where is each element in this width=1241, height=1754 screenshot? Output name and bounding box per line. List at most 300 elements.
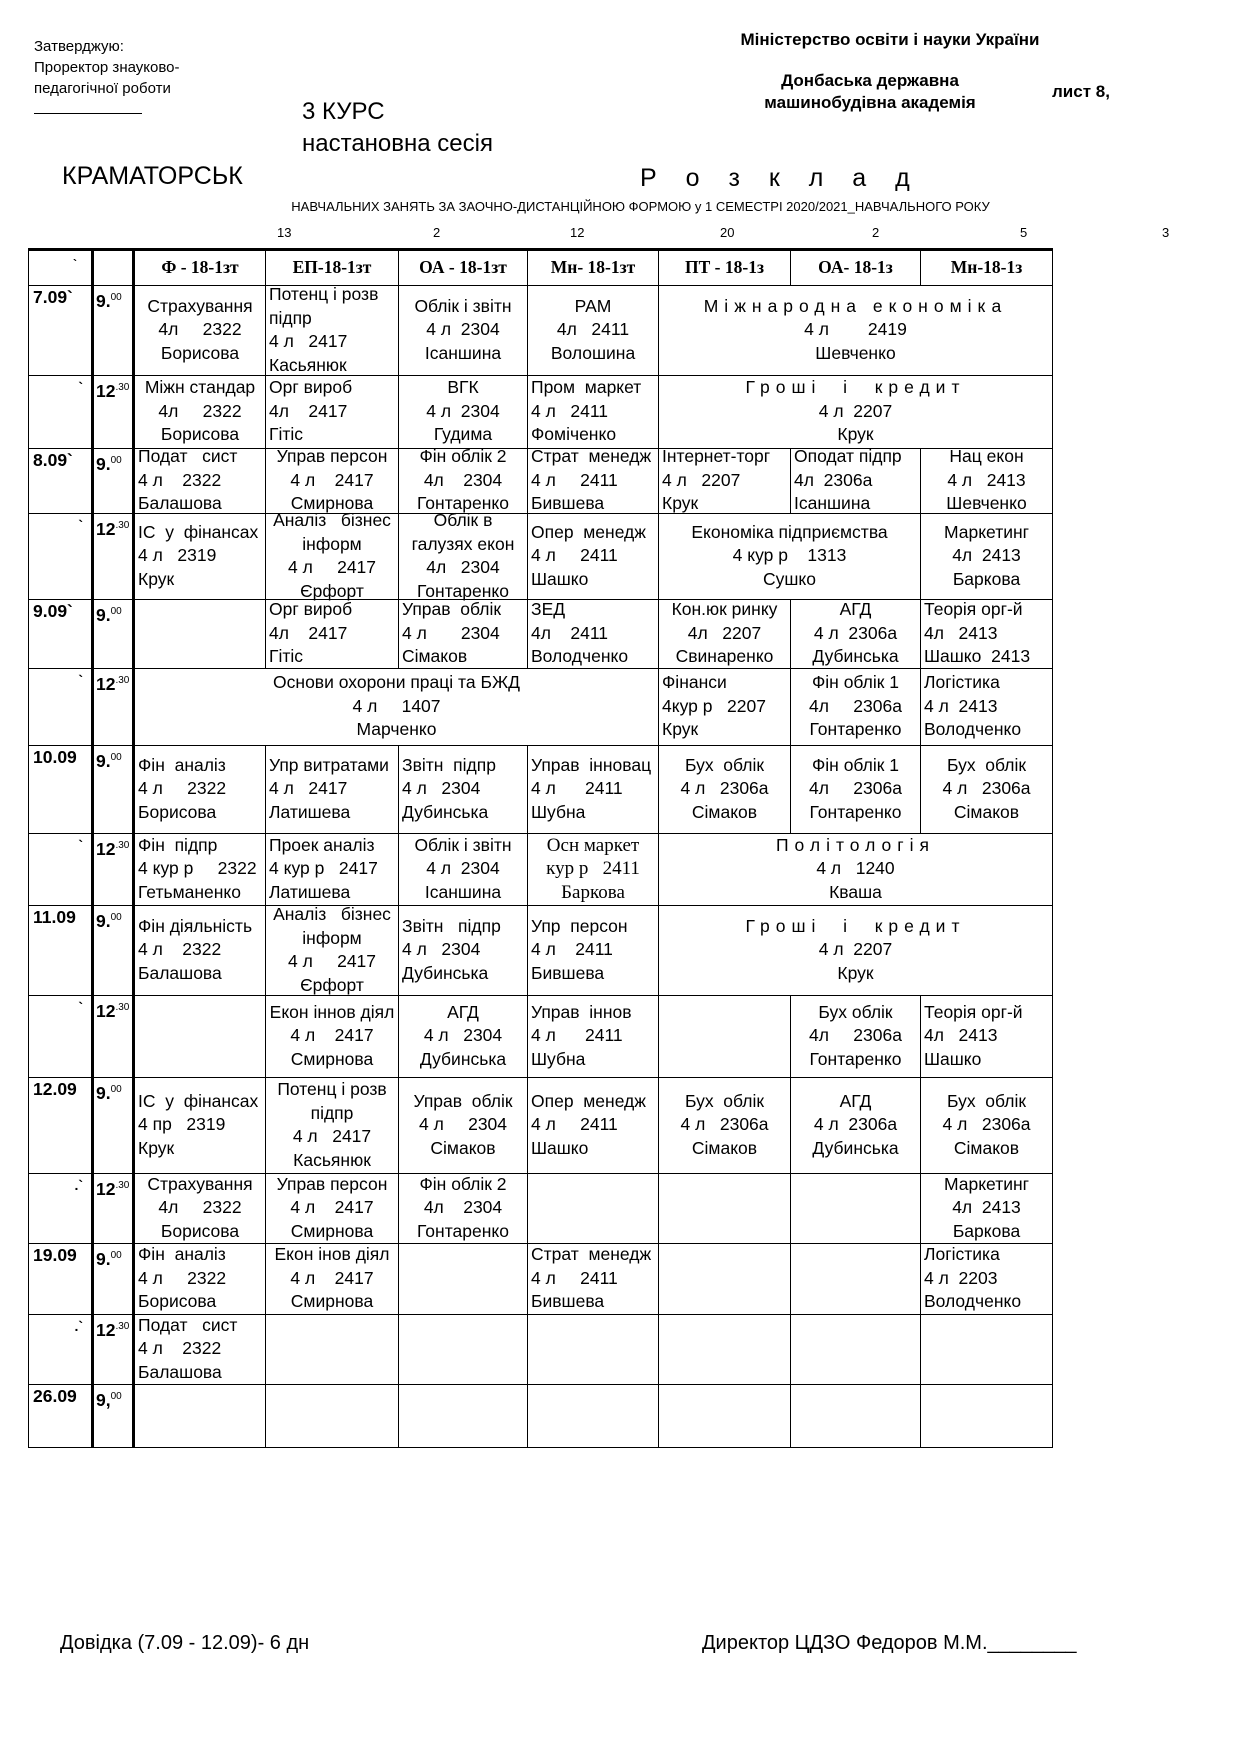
class-cell bbox=[921, 600, 1053, 669]
class-info bbox=[266, 1174, 398, 1242]
subject-name: ВГК bbox=[447, 377, 479, 398]
room-info: 4 л 2417 bbox=[287, 951, 377, 971]
empty-cell bbox=[791, 1385, 921, 1448]
class-cell bbox=[528, 514, 659, 600]
class-cell bbox=[659, 746, 791, 834]
room-info: 4 л 2411 bbox=[531, 1114, 618, 1135]
room-info: 4л 2306а bbox=[809, 1025, 902, 1046]
class-info bbox=[921, 1385, 1052, 1446]
class-cell bbox=[266, 446, 399, 514]
time-minutes: 00 bbox=[110, 752, 122, 763]
subject-name: Інтернет-торг bbox=[662, 446, 771, 467]
class-info bbox=[528, 1078, 658, 1172]
subject-name: АГД bbox=[839, 599, 872, 620]
class-cell bbox=[134, 669, 659, 746]
time-cell bbox=[93, 1244, 134, 1315]
class-cell bbox=[399, 1174, 528, 1244]
class-cell bbox=[528, 600, 659, 669]
room-info: 4 л 2413 bbox=[947, 469, 1026, 490]
class-info bbox=[399, 1385, 527, 1446]
class-info bbox=[791, 600, 920, 667]
class-info bbox=[921, 1244, 1052, 1313]
empty-cell bbox=[659, 996, 791, 1078]
group-header: ОА - 18-1зт bbox=[399, 250, 528, 286]
class-info bbox=[528, 376, 658, 447]
class-cell bbox=[791, 669, 921, 746]
class-cell bbox=[791, 1078, 921, 1174]
class-cell bbox=[791, 996, 921, 1078]
date-cell bbox=[29, 1174, 93, 1244]
class-info bbox=[659, 746, 790, 832]
teacher-name: Крук bbox=[138, 568, 175, 589]
class-info bbox=[266, 1315, 398, 1383]
room-info: 4 л 2304 bbox=[402, 622, 500, 643]
room-info: інформ bbox=[302, 533, 362, 554]
class-cell bbox=[399, 834, 528, 906]
group-count: 12 bbox=[570, 225, 585, 240]
room-info: 4 л 2411 bbox=[531, 400, 609, 421]
room-info: 4л 2417 bbox=[269, 622, 348, 643]
class-info bbox=[135, 1244, 265, 1313]
teacher-name: Єрфорт bbox=[300, 974, 364, 995]
class-info bbox=[399, 376, 527, 447]
empty-cell bbox=[921, 1315, 1053, 1385]
class-cell bbox=[659, 1078, 791, 1174]
group-count: 2 bbox=[872, 225, 880, 240]
teacher-name: Смирнова bbox=[290, 1220, 374, 1241]
session-label: настановна сесія bbox=[302, 130, 493, 157]
schedule-row bbox=[29, 906, 1053, 996]
class-info bbox=[135, 996, 265, 1076]
room-info: 4 пр 2319 bbox=[138, 1114, 226, 1135]
empty-cell bbox=[659, 1315, 791, 1385]
room-info: 4л 2411 bbox=[556, 319, 630, 340]
class-cell bbox=[659, 376, 1053, 449]
schedule-row bbox=[29, 1244, 1053, 1315]
group-header: Мн-18-1з bbox=[921, 250, 1053, 286]
header-time-cell bbox=[93, 250, 134, 286]
room-info: 4 л 2304 bbox=[423, 1025, 503, 1046]
subject-name: Політологія bbox=[775, 834, 936, 855]
class-info bbox=[135, 1078, 265, 1172]
class-info bbox=[135, 514, 265, 598]
teacher-name: Крук bbox=[662, 719, 699, 740]
class-cell bbox=[266, 834, 399, 906]
academy-line-1: Донбаська державна bbox=[781, 71, 959, 90]
date-cell bbox=[29, 746, 93, 834]
date-cell bbox=[29, 1315, 93, 1385]
room-info: 4 л 2417 bbox=[269, 331, 348, 351]
time-minutes: .30 bbox=[115, 520, 130, 531]
room-info: 4 л 2417 bbox=[290, 1025, 374, 1046]
time-minutes: 00 bbox=[110, 1250, 122, 1261]
subject-name: Управ інновац bbox=[531, 754, 652, 775]
class-info bbox=[659, 376, 1052, 447]
teacher-name: Гонтаренко bbox=[417, 580, 509, 601]
class-cell bbox=[134, 1315, 266, 1385]
teacher-name: Касьянюк bbox=[269, 354, 347, 375]
class-info bbox=[266, 746, 398, 832]
class-cell bbox=[399, 510, 528, 601]
schedule-row bbox=[29, 514, 1053, 600]
date-label: 19.09 bbox=[33, 1245, 77, 1265]
teacher-name: Борисова bbox=[138, 1291, 217, 1312]
class-cell bbox=[134, 1174, 266, 1244]
class-info bbox=[135, 669, 658, 744]
subject-name: Управ облік bbox=[402, 599, 502, 620]
header-date-cell bbox=[29, 250, 93, 286]
class-info bbox=[266, 376, 398, 447]
teacher-name: Шашко 2413 bbox=[924, 646, 1031, 667]
class-cell bbox=[921, 1078, 1053, 1174]
teacher-name: Смирнова bbox=[290, 1291, 374, 1312]
time-minutes: .30 bbox=[115, 840, 130, 851]
subject-name: Звітн підпр bbox=[402, 754, 496, 775]
date-cell bbox=[29, 996, 93, 1078]
time-minutes: 00 bbox=[110, 455, 122, 466]
subject-name: Бух облік bbox=[946, 754, 1027, 775]
class-cell bbox=[528, 996, 659, 1078]
subject-name: Облік і звітн bbox=[414, 295, 512, 316]
date-label: 11.09 bbox=[33, 907, 76, 927]
class-info bbox=[921, 600, 1052, 667]
class-info bbox=[266, 600, 398, 667]
class-info bbox=[921, 746, 1052, 832]
subject-name: ІС у фінансах bbox=[138, 521, 259, 542]
time-minutes: 00 bbox=[110, 1391, 122, 1402]
teacher-name: Гітіс bbox=[269, 646, 304, 667]
class-info bbox=[528, 446, 658, 514]
room-info: 4 л 2413 bbox=[924, 695, 998, 716]
date-cell bbox=[29, 1078, 93, 1174]
room-info: 4л 2411 bbox=[531, 622, 609, 643]
class-info bbox=[659, 669, 790, 744]
course-label: 3 КУРС bbox=[302, 98, 385, 125]
subject-name: Орг вироб bbox=[269, 599, 353, 620]
time-label: 9, bbox=[96, 1389, 111, 1410]
room-info: 4 кур р 1313 bbox=[732, 545, 847, 566]
room-info: 4л 2306а bbox=[809, 695, 902, 716]
time-label: 12 bbox=[96, 673, 116, 694]
class-info bbox=[528, 514, 658, 598]
time-label: 9. bbox=[96, 604, 111, 625]
class-info bbox=[921, 996, 1052, 1076]
subject-name: Теорія орг-й bbox=[924, 599, 1023, 620]
class-cell bbox=[399, 376, 528, 449]
subject-name: Фін облік 1 bbox=[811, 672, 900, 693]
subject-name: ЗЕД bbox=[531, 599, 566, 620]
time-cell bbox=[93, 834, 134, 906]
class-info bbox=[921, 1174, 1052, 1242]
subject-name: Потенц і розв bbox=[277, 1079, 387, 1099]
class-cell bbox=[134, 376, 266, 449]
class-info bbox=[399, 1078, 527, 1172]
subject-name: ІС у фінансах bbox=[138, 1090, 259, 1111]
class-info bbox=[399, 446, 527, 514]
schedule-row bbox=[29, 669, 1053, 746]
group-count: 13 bbox=[277, 225, 292, 240]
date-cell bbox=[29, 449, 93, 514]
class-info bbox=[659, 1174, 790, 1242]
room-info: 4 л 2207 bbox=[818, 400, 893, 421]
footer-note: Довідка (7.09 - 12.09)- 6 дн bbox=[60, 1632, 310, 1654]
date-label: 26.09 bbox=[33, 1386, 77, 1406]
teacher-name: Шевченко bbox=[946, 493, 1027, 514]
class-cell bbox=[921, 446, 1053, 514]
group-count: 20 bbox=[720, 225, 735, 240]
class-cell bbox=[921, 1174, 1053, 1244]
room-info: 4л 2207 bbox=[687, 622, 762, 643]
teacher-name: Крук bbox=[837, 424, 874, 445]
time-cell bbox=[93, 376, 134, 449]
ministry-label: Міністерство освіти і науки України bbox=[740, 30, 1040, 49]
date-label: ` bbox=[78, 999, 83, 1015]
class-cell bbox=[399, 996, 528, 1078]
schedule-row bbox=[29, 1315, 1053, 1385]
empty-cell bbox=[134, 600, 266, 669]
class-info bbox=[659, 834, 1052, 904]
room-info: 4 л 2322 bbox=[138, 1338, 222, 1359]
empty-cell bbox=[266, 1315, 399, 1385]
room-info: 4 л 2306а bbox=[680, 778, 769, 799]
time-cell bbox=[93, 449, 134, 514]
time-minutes: .30 bbox=[115, 1321, 130, 1332]
class-info bbox=[528, 1174, 658, 1242]
subject-name: Облік в bbox=[433, 510, 493, 530]
subject-name: Страхування bbox=[147, 1173, 253, 1194]
class-info bbox=[921, 446, 1052, 514]
teacher-name: Крук bbox=[662, 493, 699, 514]
teacher-name: Марченко bbox=[356, 719, 437, 740]
class-info bbox=[528, 746, 658, 832]
class-info bbox=[135, 1315, 265, 1383]
teacher-name: Ісаншина bbox=[424, 342, 502, 363]
time-cell bbox=[93, 514, 134, 600]
time-label: 9. bbox=[96, 290, 111, 311]
class-info bbox=[399, 996, 527, 1076]
teacher-name: Фоміченко bbox=[531, 424, 617, 445]
room-info: 4 л 2306а bbox=[813, 1114, 898, 1135]
room-info: 4 л 2417 bbox=[287, 557, 377, 577]
teacher-name: Латишева bbox=[269, 801, 351, 822]
group-header: ОА- 18-1з bbox=[791, 250, 921, 286]
class-cell bbox=[266, 996, 399, 1078]
subject-name: Звітн підпр bbox=[402, 915, 501, 936]
time-cell bbox=[93, 669, 134, 746]
group-header: ПТ - 18-1з bbox=[659, 250, 791, 286]
class-cell bbox=[921, 1244, 1053, 1315]
schedule-row bbox=[29, 834, 1053, 906]
room-info: 4 кур р 2322 bbox=[138, 858, 257, 879]
date-cell bbox=[29, 906, 93, 996]
subject-name: Логістика bbox=[924, 1244, 1000, 1265]
time-label: 12 bbox=[96, 838, 116, 859]
class-info bbox=[659, 446, 790, 514]
class-info bbox=[659, 1078, 790, 1172]
class-cell bbox=[528, 746, 659, 834]
subject-name: Управ персон bbox=[276, 446, 388, 467]
room-info: 4 л 2306а bbox=[942, 1114, 1031, 1135]
academy-line-2: машинобудівна академія bbox=[764, 93, 976, 112]
empty-cell bbox=[791, 1244, 921, 1315]
subject-name: Опер менедж bbox=[531, 1090, 646, 1111]
teacher-name: Бившева bbox=[531, 1291, 605, 1312]
class-cell bbox=[528, 906, 659, 996]
subject-name: Екон інов діял bbox=[274, 1244, 390, 1265]
class-info bbox=[659, 286, 1052, 374]
class-info bbox=[266, 446, 398, 514]
class-cell bbox=[399, 746, 528, 834]
room-info: кур р 2411 bbox=[546, 858, 640, 880]
subject-name: Управ облік bbox=[413, 1090, 513, 1111]
teacher-name: Балашова bbox=[138, 493, 222, 514]
sheet-number: лист 8, bbox=[1052, 82, 1110, 101]
room-info: 4л 2413 bbox=[952, 545, 1021, 566]
time-minutes: 00 bbox=[110, 606, 122, 617]
class-info bbox=[659, 600, 790, 667]
signature-line bbox=[34, 99, 142, 114]
footer-director: Директор ЦДЗО Федоров М.М.________ bbox=[702, 1632, 1077, 1654]
header-row bbox=[29, 250, 1053, 286]
teacher-name: Сімаков bbox=[953, 801, 1020, 822]
teacher-name: Гітіс bbox=[269, 424, 304, 445]
teacher-name: Єрфорт bbox=[300, 580, 364, 601]
subject-name: Кон.юк ринку bbox=[671, 599, 778, 620]
class-info bbox=[659, 514, 920, 598]
class-info bbox=[528, 1385, 658, 1446]
class-cell bbox=[266, 1174, 399, 1244]
time-cell bbox=[93, 746, 134, 834]
subject-name: Міжн стандар bbox=[144, 377, 256, 398]
class-cell bbox=[528, 376, 659, 449]
class-info bbox=[528, 1315, 658, 1383]
class-cell bbox=[528, 446, 659, 514]
room-info: 4 л 2411 bbox=[531, 1025, 623, 1046]
teacher-name: Володченко bbox=[924, 719, 1022, 740]
date-label: .` bbox=[74, 1318, 83, 1334]
room-info: 4 л 2304 bbox=[418, 1114, 508, 1135]
teacher-name: Сімаков bbox=[430, 1137, 496, 1158]
schedule-row bbox=[29, 376, 1053, 449]
class-cell bbox=[659, 446, 791, 514]
class-cell bbox=[399, 600, 528, 669]
subject-name: АГД bbox=[447, 1001, 479, 1022]
class-cell bbox=[134, 906, 266, 996]
time-minutes: 00 bbox=[110, 292, 122, 303]
empty-cell bbox=[134, 1385, 266, 1448]
room-info: 4 кур р 2417 bbox=[269, 858, 378, 879]
teacher-name: Шубна bbox=[531, 801, 586, 822]
class-info bbox=[399, 1315, 527, 1383]
teacher-name: Баркова bbox=[561, 881, 625, 903]
class-info bbox=[135, 746, 265, 832]
approval-position-1: Проректор знауково- bbox=[34, 59, 180, 76]
document-subtitle: НАВЧАЛЬНИХ ЗАНЯТЬ ЗА ЗАОЧНО-ДИСТАНЦІЙНОЮ ФОРМОЮ у 1 СЕМЕСТРІ 2020/2021_НАВЧАЛЬНОГО РОКУ bbox=[291, 199, 990, 214]
subject-name: Орг вироб bbox=[269, 377, 353, 398]
empty-cell bbox=[399, 1315, 528, 1385]
class-cell bbox=[659, 286, 1053, 376]
teacher-name: Свинаренко bbox=[675, 646, 774, 667]
time-minutes: .30 bbox=[115, 1002, 130, 1013]
time-minutes: 00 bbox=[110, 1084, 122, 1095]
class-info bbox=[399, 906, 527, 994]
group-count: 5 bbox=[1020, 225, 1028, 240]
class-info bbox=[266, 834, 398, 904]
time-cell bbox=[93, 1385, 134, 1448]
time-cell bbox=[93, 906, 134, 996]
room-info: галузях екон bbox=[411, 533, 515, 554]
teacher-name: Смирнова bbox=[290, 493, 374, 514]
class-info bbox=[528, 996, 658, 1076]
room-info: 4л 2304 bbox=[426, 557, 500, 577]
schedule-table bbox=[28, 248, 1053, 1448]
class-info bbox=[399, 510, 527, 601]
room-info: 4л 2417 bbox=[269, 400, 348, 421]
schedule-row bbox=[29, 996, 1053, 1078]
teacher-name: Смирнова bbox=[290, 1048, 374, 1069]
empty-cell bbox=[399, 1244, 528, 1315]
subject-name: Теорія орг-й bbox=[924, 1001, 1023, 1022]
teacher-name: Володченко bbox=[531, 646, 629, 667]
teacher-name: Ісаншина bbox=[794, 493, 871, 514]
date-label: 12.09 bbox=[33, 1079, 77, 1099]
subject-name: Гроші і кредит bbox=[745, 915, 966, 936]
subject-name: Подат сист bbox=[138, 1314, 238, 1335]
teacher-name: Шашко bbox=[924, 1048, 982, 1069]
class-info bbox=[528, 834, 658, 904]
empty-cell bbox=[528, 1385, 659, 1448]
class-info bbox=[791, 1385, 920, 1446]
teacher-name: Дубинська bbox=[419, 1048, 507, 1069]
subject-name: Маркетинг bbox=[943, 521, 1030, 542]
class-info bbox=[135, 1385, 265, 1446]
room-info: 4 л 1240 bbox=[816, 858, 895, 879]
subject-name: Бух облік bbox=[684, 754, 765, 775]
class-info bbox=[791, 669, 920, 744]
class-cell bbox=[921, 996, 1053, 1078]
subject-name: РАМ bbox=[574, 295, 612, 316]
schedule-row bbox=[29, 1174, 1053, 1244]
group-header: ЕП-18-1зт bbox=[266, 250, 399, 286]
teacher-name: Гонтаренко bbox=[417, 493, 509, 514]
subject-name: Аналіз бізнес bbox=[273, 904, 391, 924]
subject-name: Оподат підпр bbox=[794, 446, 902, 467]
room-info: 4л 2413 bbox=[952, 1197, 1021, 1218]
time-cell bbox=[93, 996, 134, 1078]
subject-name: Фін облік 2 bbox=[419, 1173, 507, 1194]
room-info: підпр bbox=[269, 307, 312, 328]
date-label: 7.09` bbox=[33, 287, 73, 307]
class-cell bbox=[134, 834, 266, 906]
room-info: 4л 2413 bbox=[924, 622, 998, 643]
class-info bbox=[399, 1174, 527, 1242]
time-label: 12 bbox=[96, 380, 116, 401]
room-info: 4 л 2322 bbox=[138, 1267, 227, 1288]
subject-name: Управ іннов bbox=[531, 1001, 632, 1022]
time-minutes: .30 bbox=[115, 675, 130, 686]
teacher-name: Володченко bbox=[924, 1291, 1022, 1312]
room-info: підпр bbox=[310, 1102, 354, 1123]
class-cell bbox=[134, 1244, 266, 1315]
academy-label bbox=[720, 70, 1020, 114]
class-cell bbox=[791, 600, 921, 669]
room-info: 4 л 2417 bbox=[290, 1197, 374, 1218]
subject-name: Фін підпр bbox=[138, 834, 218, 855]
class-cell bbox=[528, 1078, 659, 1174]
room-info: 4л 2322 bbox=[158, 1197, 242, 1218]
room-info: 4 л 2306а bbox=[680, 1114, 769, 1135]
class-info bbox=[135, 600, 265, 667]
